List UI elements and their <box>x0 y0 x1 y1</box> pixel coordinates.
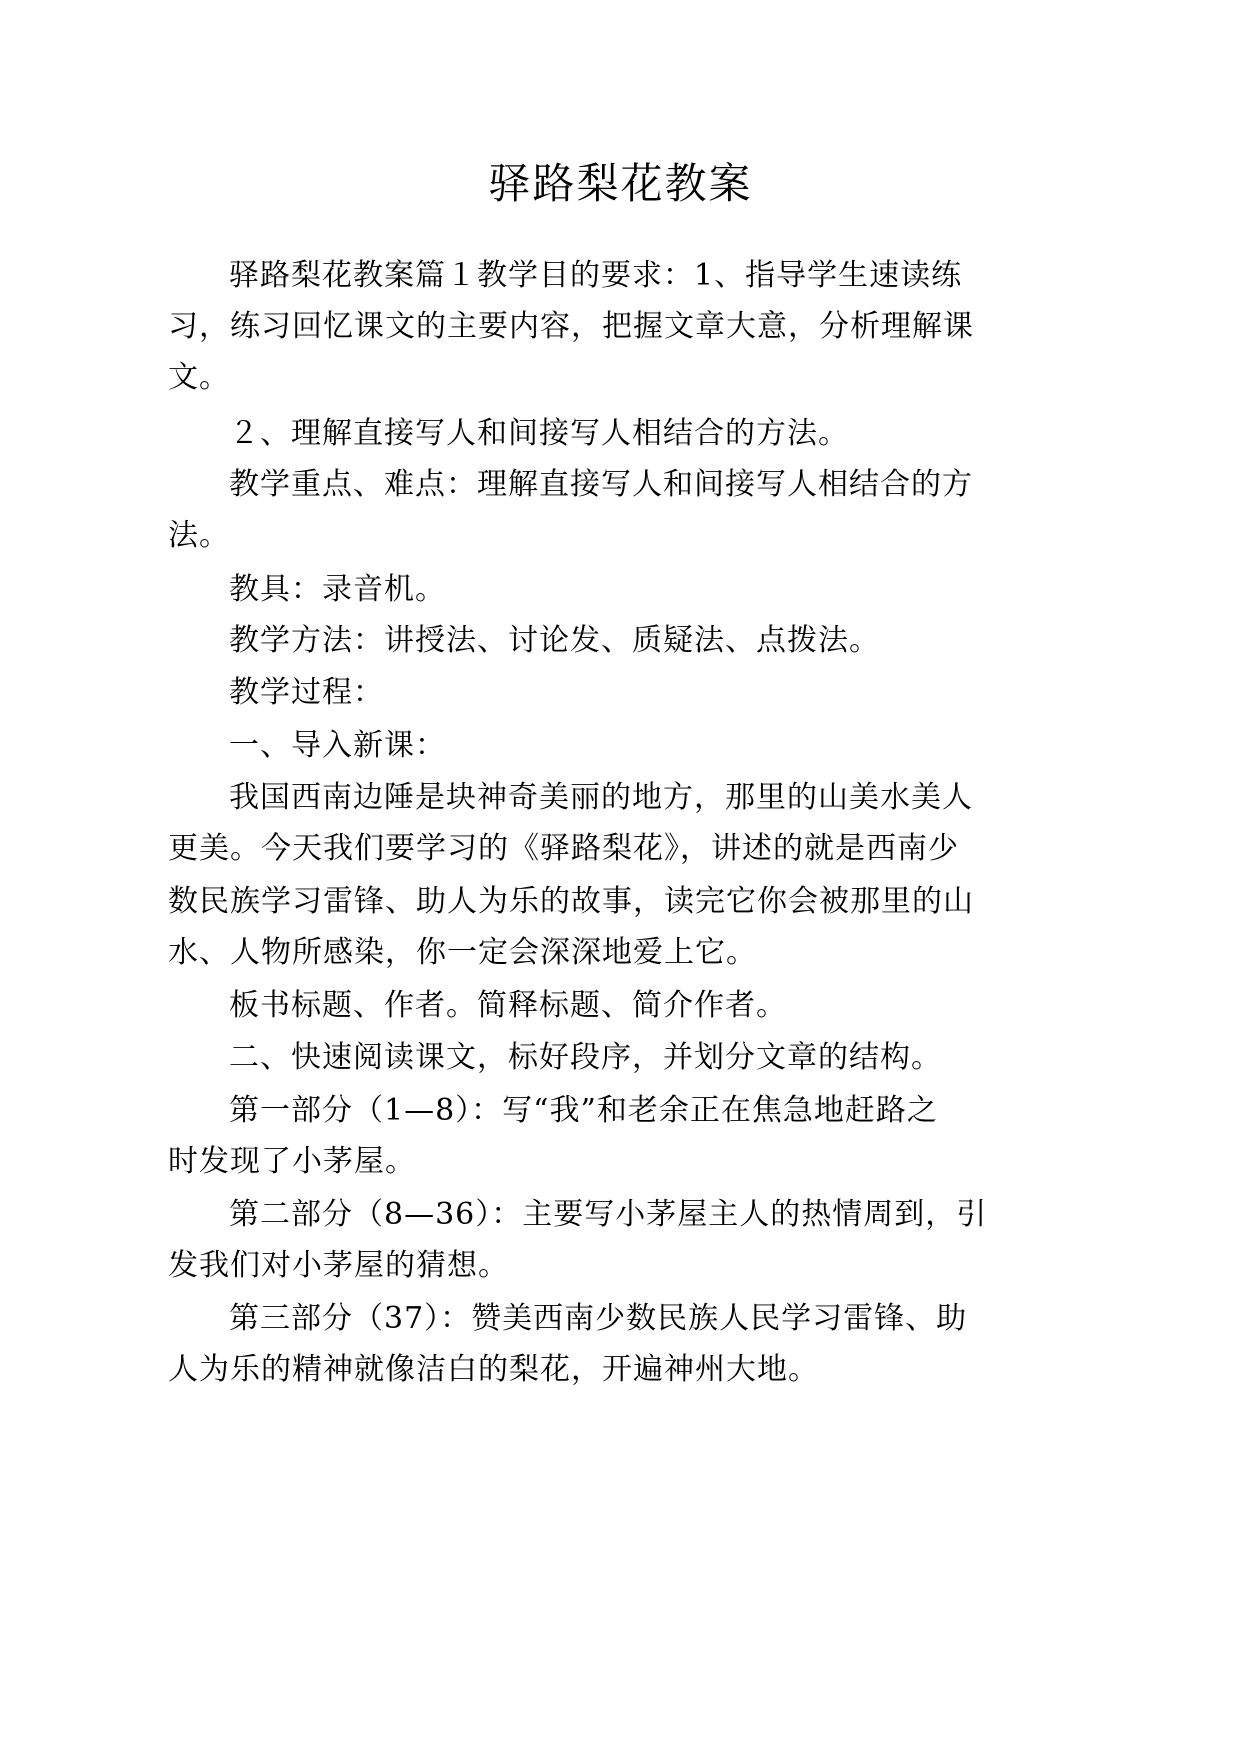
text-line: 板书标题、作者。简释标题、简介作者。 <box>229 988 787 1023</box>
text-line: 二、快速阅读课文，标好段序，并划分文章的结构。 <box>229 1040 942 1075</box>
text-line: 教学重点、难点：理解直接写人和间接写人相结合的方 <box>229 467 973 502</box>
text-line: 第三部分（37）：赞美西南少数民族人民学习雷锋、助 <box>229 1301 968 1336</box>
text-line: 第二部分（8—36）：主要写小茅屋主人的热情周到，引 <box>229 1197 988 1232</box>
text-line: 习，练习回忆课文的主要内容，把握文章大意，分析理解课 <box>168 309 974 344</box>
text-line: 教学过程： <box>229 675 384 710</box>
text-line: 发我们对小茅屋的猜想。 <box>168 1248 509 1283</box>
text-line: 水、人物所感染，你一定会深深地爱上它。 <box>168 935 757 970</box>
text-line: 教具：录音机。 <box>229 572 446 607</box>
text-line: 文。 <box>168 360 230 395</box>
text-line: 我国西南边陲是块神奇美丽的地方，那里的山美水美人 <box>229 780 973 815</box>
text-line: 第一部分（1—8）：写“我”和老余正在焦急地赶路之 <box>229 1093 938 1128</box>
text-line: 更美。今天我们要学习的《驿路梨花》，讲述的就是西南少 <box>168 831 959 866</box>
text-line: 人为乐的精神就像洁白的梨花，开遍神州大地。 <box>168 1352 819 1387</box>
text-line: ２、理解直接写人和间接写人相结合的方法。 <box>229 416 849 451</box>
text-line: 一、导入新课： <box>229 728 446 763</box>
text-line: 数民族学习雷锋、助人为乐的故事，读完它你会被那里的山 <box>168 884 974 919</box>
text-line: 法。 <box>168 518 230 553</box>
text-line: 时发现了小茅屋。 <box>168 1144 416 1179</box>
page-title: 驿路梨花教案 <box>488 159 753 208</box>
text-line: 教学方法：讲授法、讨论发、质疑法、点拨法。 <box>229 623 880 658</box>
text-line: 驿路梨花教案篇１教学目的要求：1、指导学生速读练 <box>229 258 963 293</box>
